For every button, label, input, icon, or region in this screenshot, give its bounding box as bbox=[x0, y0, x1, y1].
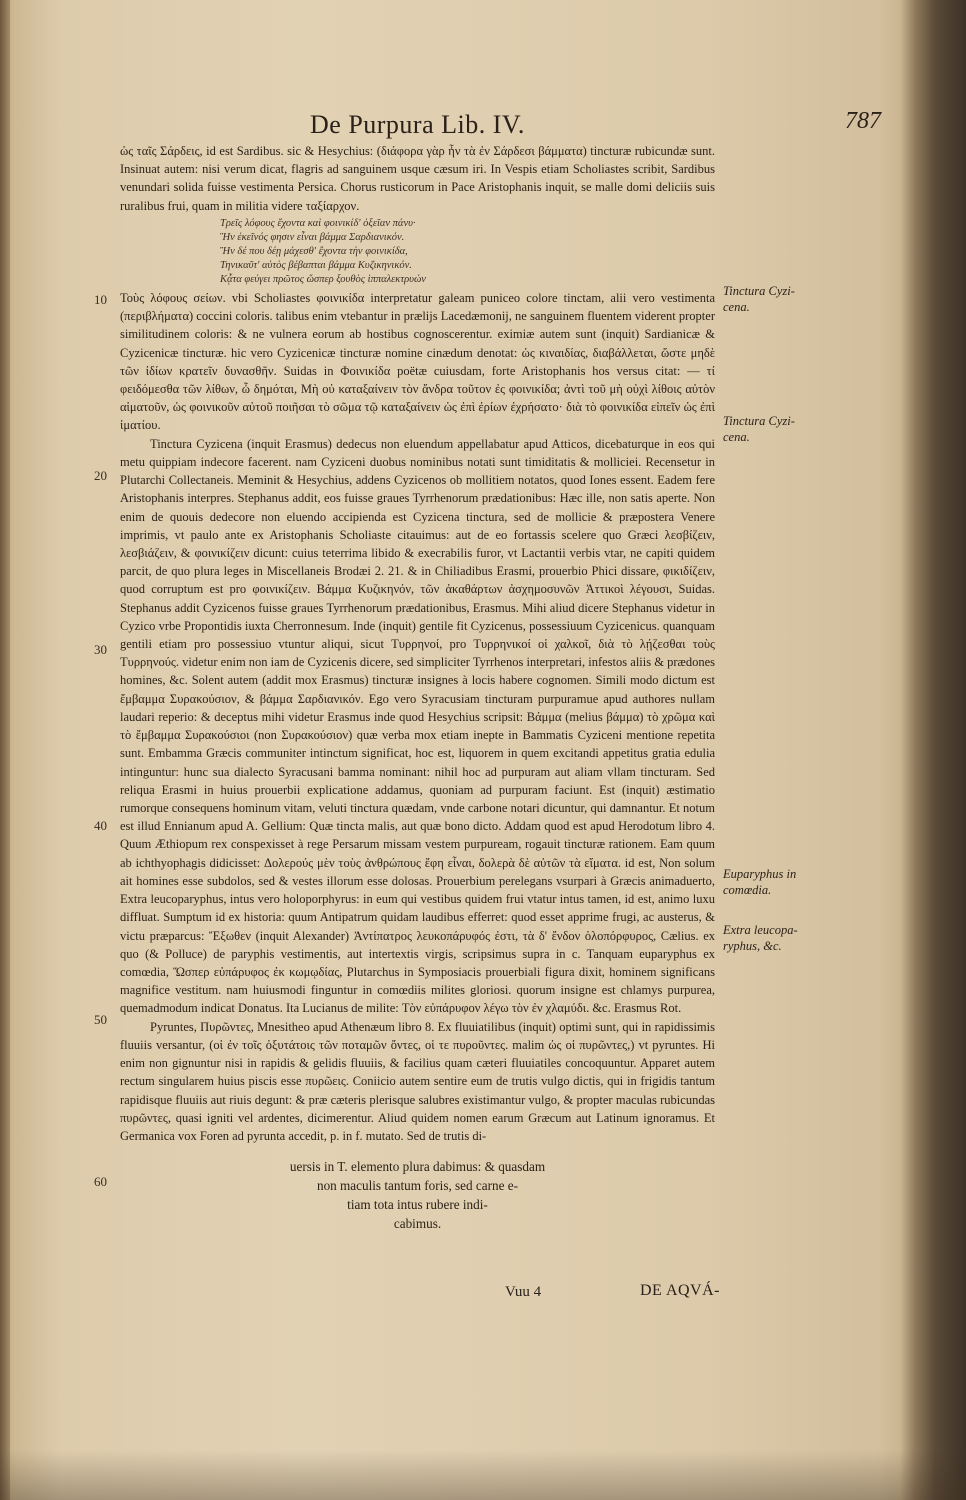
line-number: 60 bbox=[94, 1174, 107, 1189]
paragraph: Pyruntes, Πυρῶντες, Mnesitheo apud Athenæum libro 8. Ex fluuiatilibus (inquit) optimi sunt, qui in rapidissimis fluuiis versantur, (οἱ ἐν τοῖς ὀξυτάτοις τῶν ποταμῶν ὄντες, οἱ τε πυροῦντες. malim ὡς οἱ πυρῶντες,) vt pyruntes. Hi enim non gignuntur nisi in rapidis & gelidis fluuiis, & facilius quam cæteri fluuiatiles concoquuntur. Apparet autem rectum singularem huius piscis esse πυρῶεις. Coniicio autem sentire eum de trutis vulgo dictis, qui in frigidis tantum rapidisque fluuiis aut riuis degunt: & præ cæteris plerisque salubres existimantur vulgo, & propter maculas rubicundas πυρῶντες, quasi igniti vel ardentes, dicimerentur. Aliud quidem nomen earum Græcum aut Latinum ignoramus. Et Germanica vox Foren ad pyrunta accedit, p. in f. mutato. Sed de trutis di- bbox=[120, 1019, 715, 1143]
tailpiece-line: non maculis tantum foris, sed carne e- bbox=[316, 1178, 519, 1193]
tailpiece-line: cabimus. bbox=[393, 1216, 442, 1231]
margin-note: Tinctura Cyzi-cena. bbox=[723, 414, 795, 444]
margin-note: Tinctura Cyzi-cena. bbox=[723, 284, 795, 314]
signature-mark: Vuu 4 bbox=[505, 1284, 542, 1300]
line-number: 30 bbox=[94, 642, 107, 657]
margin-note: Euparyphus in comœdia. bbox=[723, 867, 797, 897]
paragraph: Tinctura Cyzicena (inquit Erasmus) dedecus non eluendum appellabatur apud Atticos, dicebaturque in eos qui metu quippiam indecore facerent. nam Cyziceni duobus nominibus notati sunt timiditatis & molliciei. Recensetur in Plutarchi Collectaneis. Meminit & Hesychius, addens Cyzicenos ob mollitiem notatos, quod Iones essent. Eadem fere Aristophanis interpres. Stephanus addit, eos fuisse graues Tyrrhenorum prædationibus: Hæc ille, non satis aperte. Non enim de quouis dedecore non eluendo accipienda est Cyzicena tinctura, sed de mollicie & præpostera Venere imprimis, vt paulo ante ex Aristophanis Scholiaste citauimus: aut de eo fortassis scelere quo Græci λεσβίζειν, λεσβιάζειν, & φοινικίζειν dicunt: cuius teterrima libido & execrabilis furor, vt Lactantii verbis vtar, ne capiti quidem parcit, de quo plura leges in Miscellaneis Brodæi 2. 21. & in Chiliadibus Erasmi, prouerbio Phici dissare, φικιδίζειν, quod corruptum est pro φοινικίζειν. Βάμμα Κυζικηνόν, τῶν ἀκαθάρτων ἀσχημοσυνῶν Ἀττικοὶ λέγουσι, Suidas. Stephanus addit Cyzicenos fuisse graues Tyrrhenorum prædationibus, Erasmus. Mihi aliud dicere Stephanus videtur in Cyzico vrbe Propontidis iuxta Cherronnesum. Inde (inquit) gentile fit Cyzicenus, possessiuum Cyzicenicus. quanquam gentili etiam pro possessiuo vtuntur aliqui, sicut Τυρρηνοί, pro Τυρρηνικοί οἱ χαλκοῖ, διὰ τὸ λῄζεσθαι τοὺς Τυρρηνούς. videtur enim non iam de Cyzicenis dicere, sed simpliciter Tyrrhenos interpretari, infestos aliis & prædones homines, &c. Solent autem (addit mox Erasmus) tincturæ insignes à locis habere cognomen. Simili modo dictum est ἔμβαμμα Συρακούσιον, & βάμμα Σαρδιανικόν. Ego vero Syracusiam tincturam purpuramue apud authores nullam laudari reperio: & deceptus mihi videtur Erasmus inde quod Hesychius scripsit: Βάμμα (melius βάμμα) τὸ χρῶμα καὶ τὸ ἔμβαμμα Συρακούσιοι (non Συρακούσιον) quæ verba mox etiam inepte in Bammatis Cyziceni mentione repetita sunt. Embamma Græcis communiter intinctum significat, hoc est, liquorem in quem excitandi appetitus gratia edulia intinguntur: hunc sua dialecto Syracusani bamma nominant: nihil hoc ad purpuram aut aliam vllam tincturam. Sed reliqua Erasmi in huius prouerbii explicatione addamus, quoniam ad purpuram faciunt. Est (inquit) æstimatio rumorque consequens hominum vitam, veluti tinctura quædam, vnde carbone notari dicuntur, qui damnantur. Et notum est illud Ennianum apud A. Gellium: Quæ tincta malis, aut quæ bono dicto. Addam quod est apud Herodotum libro 4. Quum Æthiopum rex conspexisset à rege Persarum missam vestem purpuream, rogauit tincturæ rationem. Eam quum ab ichthyophagis didicisset: Δολερούς μὲν τοὺς ἀνθρώπους ἔφη εἶναι, δολερὰ δὲ αὐτῶν τὰ εἵματα. id est, Non solum ait homines esse subdolos, sed & vestes illorum esse dolosas. Prouerbium perelegans vsurpari à Græcis animaduerto, Extra leucoparyphus, intus vero holoporphyrus: in eum qui vestibus quidem frui vtatur intus tamen, id est, animo luxu diffluat. Sumptum id ex historia: quum Antipatrum quidam laudibus efferret: quod esset apprime frugi, ac austerus, & victu præparcus: Ἔξωθεν (inquit Alexander) Ἀντίπατρος λευκοπάρυφός ἐστι, τὰ δ' ἔνδον ὁλοπόρφυρος, Cælius. ex quo (& Polluce) de paryphis vestimentis, aut intertextis virgis, scripsimus supra in c. Tanquam euparyphus ex comœdia, Ὥσπερ εὐπάρυφος ἐκ κωμῳδίας, Plutarchus in Symposiacis prouerbiali figura dixit, hominem significans magnifice vestitum. nam huiusmodi finguntur in comœdiis milites gloriosi. quorum insigne est chlamys purpurea, quemadmodum indicat Donatus. Ita Lucianus de milite: Τὸν εὐπάρυφον λέγω τὸν ἐν χλαμύδι. &c. Erasmus Rot. bbox=[120, 436, 715, 1016]
paragraph: Τοὺς λόφους σείων. vbi Scholiastes φοινικίδα interpretatur galeam puniceo colore tinctam, alii vero vestimenta (περιβλήματα) coccini coloris. talibus enim vtebantur in prælijs Lacedæmonij, ne sanguinem fluentem viderent propter similitudinem coloris: & ne vulnera eorum ab hostibus cognoscerentur. eximiæ autem sunt (inquit) Sardianicæ & Cyzicenicæ tincturæ. hic vero Cyzicenicæ tincturæ nomine cinædum denotat: ὡς κιναιδίας, διαβάλλεται, ὥστε μηδὲ τῶν ἰδίων κρατεῖν δυνασθῆν. Suidas in Φοινικίδα poëtæ cuiusdam, forte Aristophanis hos versus citat: — τί φειδόμεσθα τῶν λίθων, ὦ δημόται, Μὴ οὐ καταξαίνειν τὸν ἄνδρα τοῦτον ἐς φοινικίδα; ἀντὶ τοῦ μὴ οὐχὶ λίθοις αὐτὸν αἱματοῦν, ὡς φοινικοῦν αὐτοῦ ποιῆσαι τὸ σῶμα τῷ καταξαίνειν ὡς ἐπὶ ἐρίων ἐχρήσατο· διὰ τὸ φοινικίδα εἰπεῖν ὡς ἐπὶ ἱματίου. bbox=[120, 290, 715, 433]
tailpiece-line: uersis in T. elemento plura dabimus: & quasdam bbox=[289, 1159, 546, 1174]
verse-line: Κᾆτα φεύγει πρῶτος ὥσπερ ξουθὸς ἱππαλεκτρυών bbox=[220, 273, 426, 285]
line-number: 40 bbox=[94, 818, 107, 833]
verse-line: Ἢν δέ που δέῃ μάχεσθ' ἔχοντα τὴν φοινικίδα, bbox=[220, 245, 408, 257]
page-number: 787 bbox=[845, 108, 881, 134]
line-number: 50 bbox=[94, 1012, 107, 1027]
main-text bbox=[120, 142, 715, 1145]
verse-line: Ἣν ἐκεῖνός φησιν εἶναι βάμμα Σαρδιανικόν. bbox=[220, 231, 405, 243]
paragraph: ὡς ταῖς Σάρδεις, id est Sardibus. sic & Hesychius: (διάφορα γὰρ ἦν τὰ ἐν Σάρδεσι βάμματα) tincturæ rubicundæ sunt. Insinuat autem: nisi verum dicat, flagris ad sanguinem usque cæsum iri. In Vespis etiam Scholiastes scribit, Sardibus venundari solida fuisse vestimenta Persica. Chorus rusticorum in Pace Aristophanis inquit, se malle domi deliciis suis ruralibus frui, quam in militia videre ταξίαρχον. bbox=[120, 144, 715, 213]
tailpiece-line: tiam tota intus rubere indi- bbox=[347, 1197, 488, 1212]
line-number: 10 bbox=[94, 292, 107, 307]
page-shadow bbox=[0, 1450, 966, 1500]
verse-line: Τρεῖς λόφους ἔχοντα καὶ φοινικίδ' ὀξεῖαν πάνυ· bbox=[220, 217, 416, 229]
verse-line: Τηνικαῦτ' αὐτὸς βέβαπται βάμμα Κυζικηνικόν. bbox=[220, 259, 412, 271]
margin-note: Extra leucopa-ryphus, &c. bbox=[723, 923, 798, 953]
catchword: DE AQVÁ- bbox=[640, 1282, 720, 1299]
running-title: De Purpura Lib. IV. bbox=[310, 110, 525, 139]
line-number: 20 bbox=[94, 468, 107, 483]
verse-quotation bbox=[220, 217, 715, 287]
